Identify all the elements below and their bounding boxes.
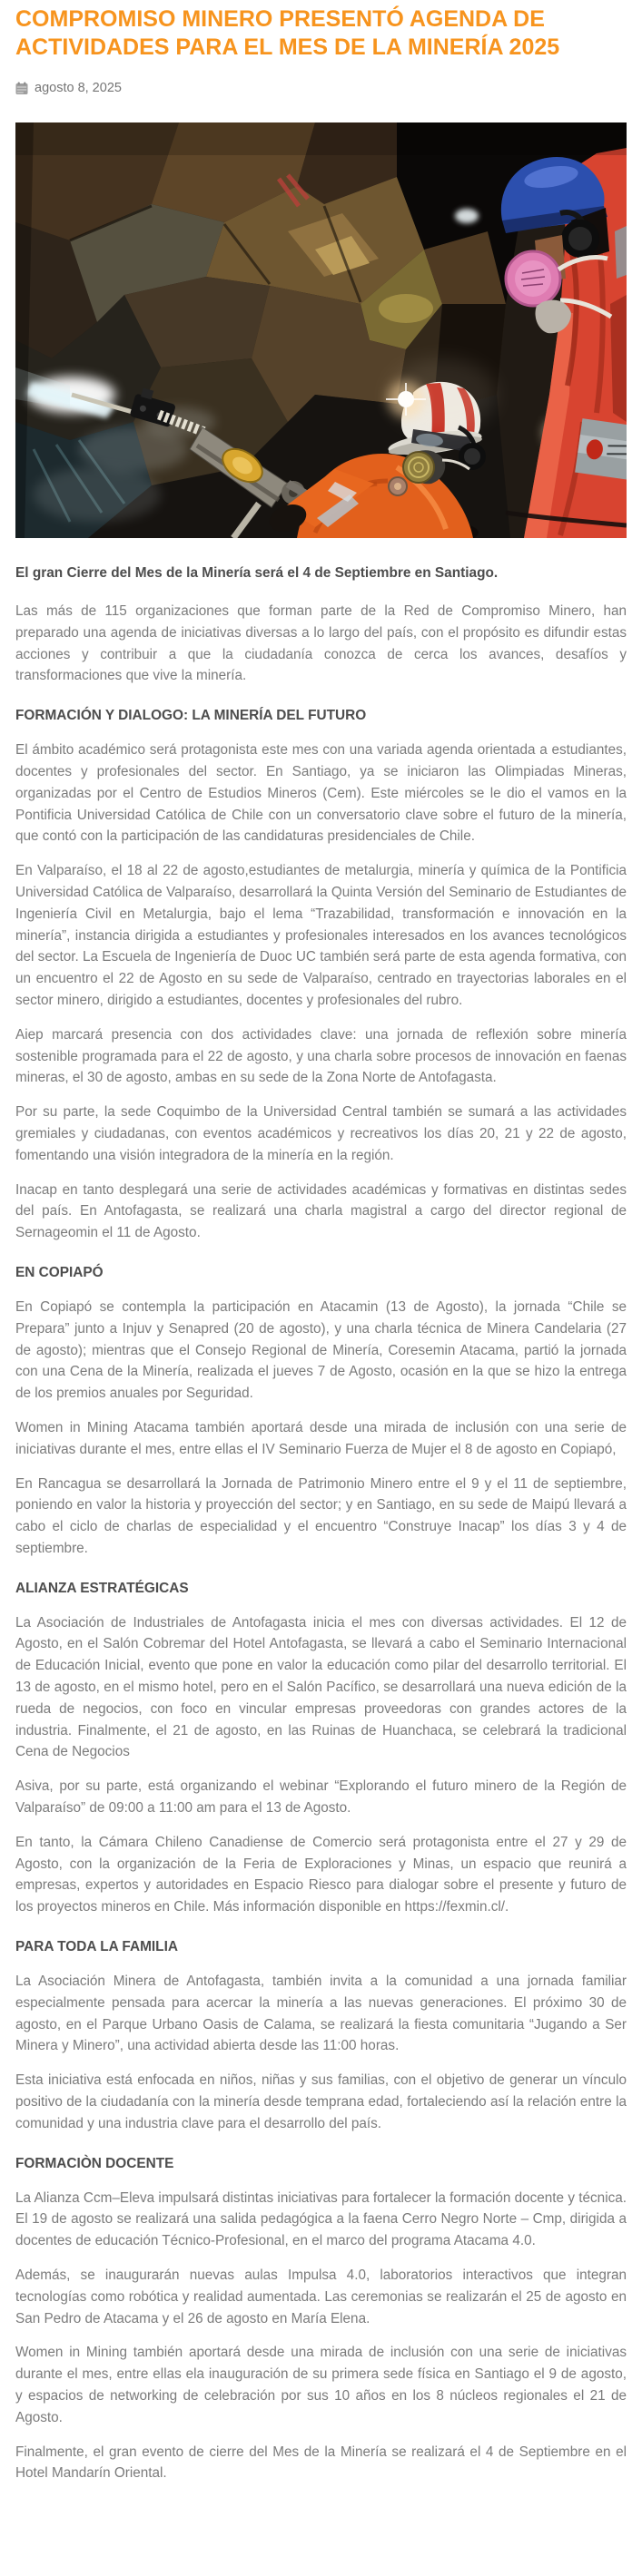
paragraph: Finalmente, el gran evento de cierre del Mes de la Minería se realizará el 4 de Septiembre en el Hotel Mandarín Oriental. <box>15 2444 627 2482</box>
paragraph: La Alianza Ccm–Eleva impulsará distintas iniciativas para fortalecer la formación docente y técnica. El 19 de agosto se realizará una salida pedagógica a la faena Cerro Negro Norte – Cmp, dirigida a docentes de educación Técnico-Profesional, en el marco del programa Atacama 4.0. <box>15 2189 627 2249</box>
paragraph: Women in Mining Atacama también aportará desde una mirada de inclusión con una serie de iniciativas durante el mes, entre ellas el IV Seminario Fuerza de Mujer el 8 de agosto en Copiapó, <box>15 1419 627 1457</box>
paragraph: Por su parte, la sede Coquimbo de la Universidad Central también se sumará a las actividades gremiales y ciudadanas, con eventos académicos y recreativos los días 20, 21 y 22 de agosto, fomentando una visión integradora de la minería en la región. <box>15 1104 627 1163</box>
article-hero-figure <box>15 122 627 538</box>
paragraph: Asiva, por su parte, está organizando el webinar “Explorando el futuro minero de la Región de Valparaíso” de 09:00 a 11:00 am para el 13 de Agosto. <box>15 1778 627 1817</box>
paragraph: Las más de 115 organizaciones que forman parte de la Red de Compromiso Minero, han preparado una agenda de iniciativas diversas a lo largo del país, con el propósito es difundir estas acciones y contribuir a que la ciudadanía conozca de cerca los avances, desafíos y transformaciones que vive la minería. <box>15 603 627 684</box>
paragraph: La Asociación Minera de Antofagasta, también invita a la comunidad a una jornada familiar especialmente pensada para acercar la minería a las nuevas generaciones. El próximo 30 de agosto, en el Parque Urbano Oasis de Calama, se realizará la fiesta comunitaria “Jugando a Ser Minera y Minero”, una actividad abierta desde las 11:00 horas. <box>15 1974 627 2054</box>
paragraph-text: En tanto, la Cámara Chileno Canadiense de Comercio será protagonista entre el 27 y 29 de Agosto, con la organización de la Feria de Exploraciones y Minas, un espacio que reunirá a empresas, expertos y autoridades en Espacio Riesco para dialogar sobre el presente y futuro de los proyectos mineros en Chile. Más información disponible en <box>15 1834 627 1915</box>
fexmin-link[interactable]: https://fexmin.cl/ <box>404 1899 506 1915</box>
paragraph: Además, se inaugurarán nuevas aulas Impulsa 4.0, laboratorios interactivos que integran tecnologías como robótica y realidad aumentada. Las ceremonias se realizarán el 25 de agosto en San Pedro de Atacama y el 26 de agosto en María Elena. <box>15 2267 627 2326</box>
publish-date: agosto 8, 2025 <box>35 81 122 95</box>
section-heading-para-toda-la-familia: PARA TODA LA FAMILIA <box>15 1939 178 1955</box>
publish-date-row <box>15 81 627 95</box>
page-title: COMPROMISO MINERO PRESENTÓ AGENDA DE ACTIVIDADES PARA EL MES DE LA MINERÍA 2025 <box>15 6 560 60</box>
paragraph: Inacap en tanto desplegará una serie de actividades académicas y formativas en distintas sedes del país. En Antofagasta, se realizará una charla magistral a cargo del director regional de Sernageomin el 11 de Agosto. <box>15 1181 627 1241</box>
section-heading-formacion-docente: FORMACIÒN DOCENTE <box>15 2155 174 2171</box>
paragraph: Esta iniciativa está enfocada en niños, niñas y sus familias, con el objetivo de generar un vínculo positivo de la ciudadanía con la minería desde temprana edad, fortaleciendo así la relación entre la comunidad y una industria clave para el desarrollo del país. <box>15 2072 627 2131</box>
paragraph-text: . <box>505 1899 509 1915</box>
paragraph: En Valparaíso, el 18 al 22 de agosto,estudiantes de metalurgia, minería y química de la Pontificia Universidad Católica de Valparaíso, desarrollará la Quinta Versión del Seminario de Estudiantes de Ingeniería Civil en Metalurgia, bajo el lema “Trazabilidad, transformación e innovación en la minería”, instancia dirigida a estudiantes y profesionales interesados en los avances tecnológicos del sector. La Escuela de Ingeniería de Duoc UC también será parte de esta agenda formativa, con un encuentro el 22 de Agosto en su sede de Valparaíso, centrado en trayectorias laborales en el sector minero, dirigido a estudiantes, docentes y profesionales del rubro. <box>15 863 627 1008</box>
paragraph: En Copiapó se contempla la participación en Atacamin (13 de Agosto), la jornada “Chile se Prepara” junto a Injuv y Senapred (20 de agosto), y una charla técnica de Minera Candelaria (27 de agosto); mientras que el Consejo Regional de Minería, Coresemin Atacama, partió la jornada con una Cena de la Minería, realizada el jueves 7 de Agosto, ocasión en la que se hizo la entrega de los premios anuales por Seguridad. <box>15 1298 627 1402</box>
paragraph: La Asociación de Industriales de Antofagasta inicia el mes con diversas actividades. El 12 de Agosto, en el Salón Cobremar del Hotel Antofagasta, se llevará a cabo el Seminario Internacional de Educación Inicial, evento que pone en valor la educación como pilar del desarrollo territorial. El 13 de agosto, en el mismo hotel, pero en el Salón Pacífico, se desarrollará una nueva edición de la rueda de negocios, con foco en vincular empresas proveedoras con grandes actores de la industria. Finalmente, el 21 de agosto, en las Ruinas de Huanchaca, se celebrará la tradicional Cena de Negocios <box>15 1614 627 1760</box>
paragraph: Women in Mining también aportará desde una mirada de inclusión con una serie de iniciativas durante el mes, entre ellas ela inauguración de su primera sede física en Santiago el 9 de agosto, y espacios de networking de celebración por sus 10 años en los 8 núcleos regionales el 21 de Agosto. <box>15 2345 627 2425</box>
miners-underground-photo <box>15 122 627 538</box>
paragraph: Aiep marcará presencia con dos actividades clave: una jornada de reflexión sobre minería sostenible programada para el 22 de agosto, y una charla sobre procesos de innovación en faenas mineras, el 30 de agosto, ambas en su sede de la Zona Norte de Antofagasta. <box>15 1026 627 1086</box>
paragraph-with-link <box>15 1832 627 1918</box>
calendar-icon <box>15 82 28 95</box>
paragraph: En Rancagua se desarrollará la Jornada de Patrimonio Minero entre el 9 y el 11 de septiembre, poniendo en valor la historia y proyección del sector; y en Santiago, en su sede de Maipú llevará a cabo el ciclo de charlas de especialidad y el encuentro “Construye Inacap” los días 3 y 4 de septiembre. <box>15 1475 627 1556</box>
image-caption: El gran Cierre del Mes de la Minería será el 4 de Septiembre en Santiago. <box>15 565 499 581</box>
section-heading-alianza-estrategicas: ALIANZA ESTRATÉGICAS <box>15 1580 189 1596</box>
paragraph: El ámbito académico será protagonista este mes con una variada agenda orientada a estudiantes, docentes y profesionales del sector. En Santiago, ya se iniciaron las Olimpiadas Mineras, organizadas por el Centro de Estudios Mineros (Cem). Este miércoles se le dio el vamos en la Pontificia Universidad Católica de Chile con un conversatorio clave sobre el futuro de la minería, que contó con la participación de las candidaturas presidenciales de Chile. <box>15 742 627 845</box>
section-heading-formacion-dialogo: FORMACIÓN Y DIALOGO: LA MINERÍA DEL FUTURO <box>15 708 367 724</box>
section-heading-en-copiapo: EN COPIAPÓ <box>15 1264 104 1280</box>
